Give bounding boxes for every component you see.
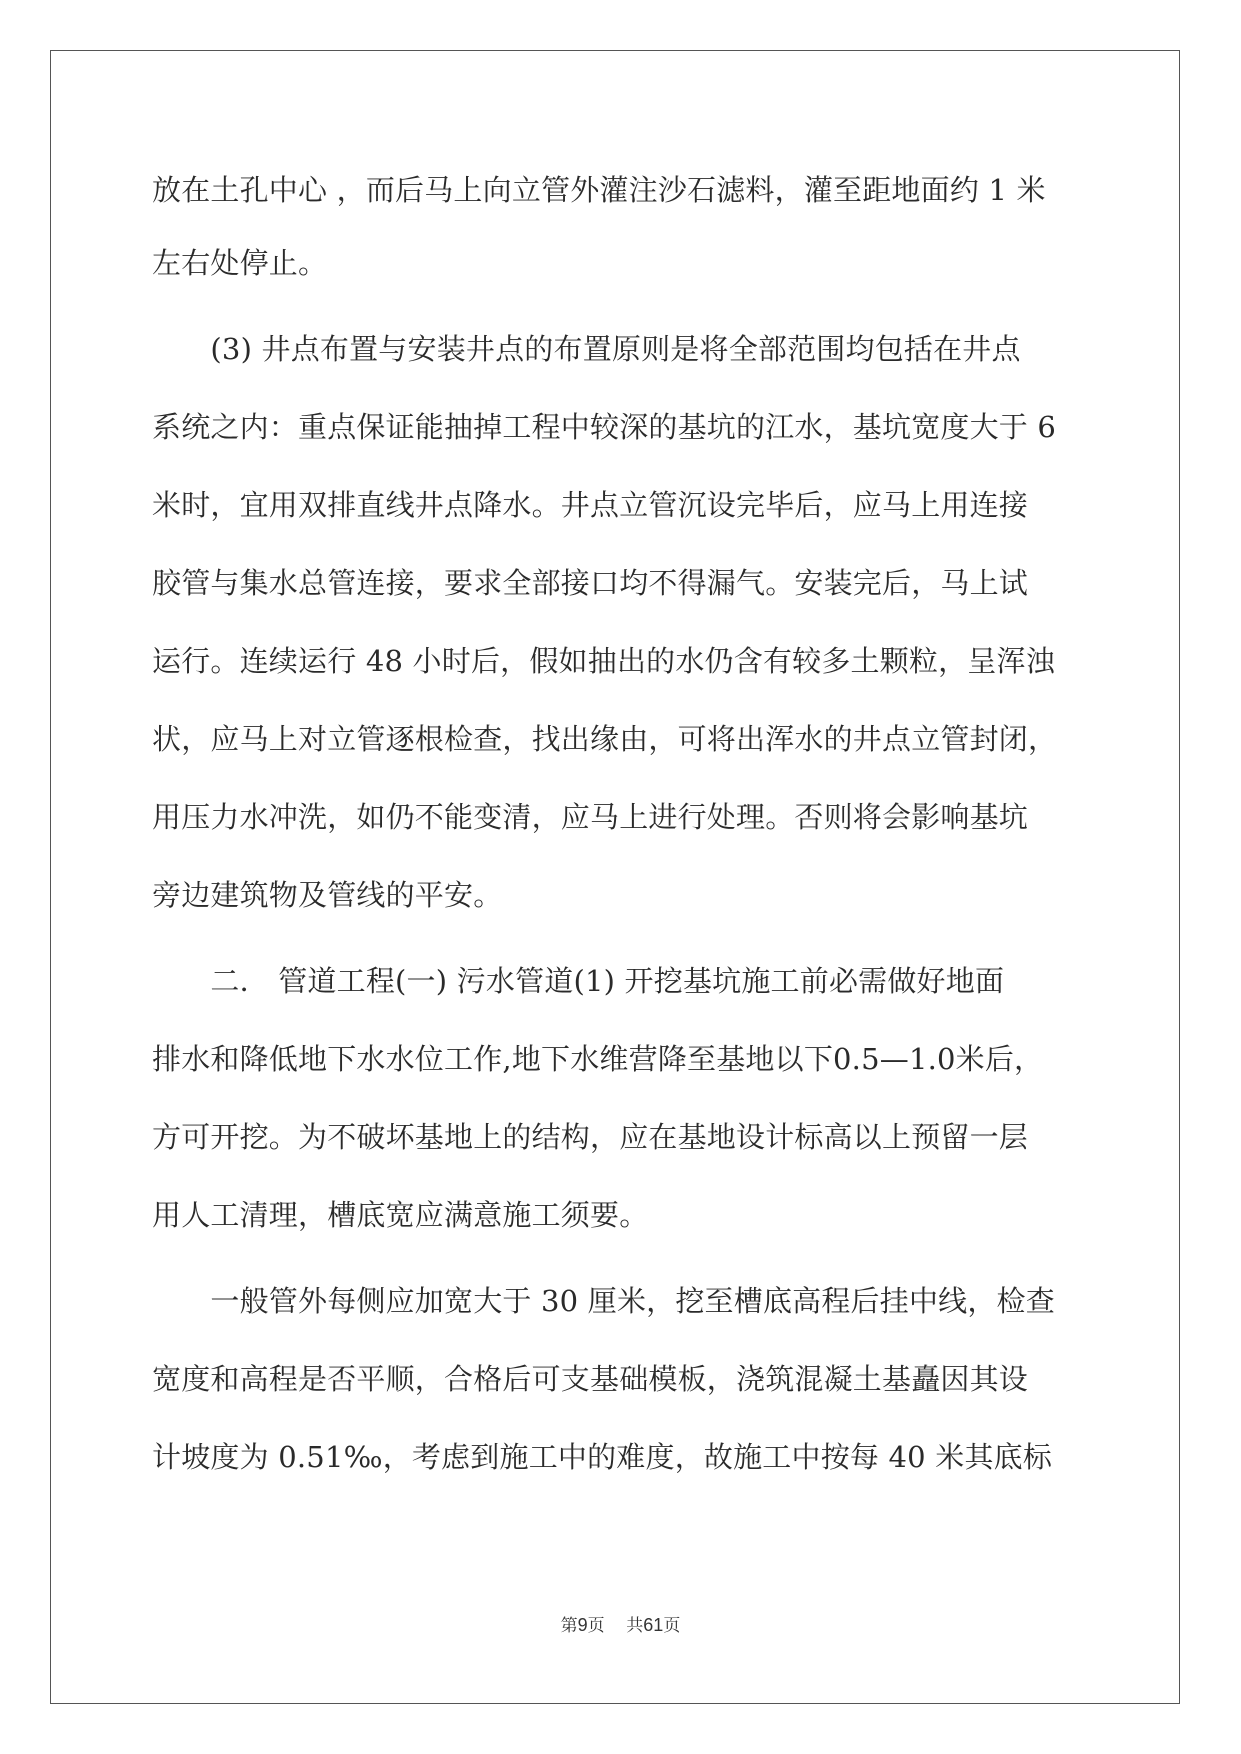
total-suffix: 页 bbox=[663, 1616, 681, 1636]
text-line: 状，应马上对立管逐根检查，找出缘由，可将出浑水的井点立管封闭， bbox=[152, 722, 1058, 756]
text-line: 放在土孔中心 ，而后马上向立管外灌注沙石滤料，灌至距地面约 1 米 bbox=[152, 173, 1046, 207]
text-line: 运行。连续运行 48 小时后，假如抽出的水仍含有较多土颗粒，呈浑浊 bbox=[152, 644, 1055, 678]
page-suffix: 页 bbox=[587, 1616, 605, 1636]
text-line: 计坡度为 0.51‰，考虑到施工中的难度，故施工中按每 40 米其底标 bbox=[152, 1440, 1053, 1474]
text-line: 方可开挖。为不破坏基地上的结构，应在基地设计标高以上预留一层 bbox=[152, 1120, 1029, 1154]
text-line: 二． 管道工程(一) 污水管道(1) 开挖基坑施工前必需做好地面 bbox=[152, 964, 1005, 998]
total-prefix: 共 bbox=[626, 1616, 644, 1636]
page-number: 9 bbox=[577, 1615, 588, 1635]
text-line: 用压力水冲洗，如仍不能变清，应马上进行处理。否则将会影响基坑 bbox=[152, 800, 1029, 834]
text-line: 宽度和高程是否平顺，合格后可支基础模板，浇筑混凝土基矗因其设 bbox=[152, 1362, 1029, 1396]
total-pages: 61 bbox=[643, 1615, 664, 1635]
page-footer bbox=[0, 1614, 1241, 1637]
text-line: 米时，宜用双排直线井点降水。井点立管沉设完毕后，应马上用连接 bbox=[152, 488, 1029, 522]
text-line: 左右处停止。 bbox=[152, 246, 328, 280]
text-line: 排水和降低地下水水位工作,地下水维营降至基地以下0.5—1.0米后， bbox=[152, 1042, 1044, 1076]
text-line: 旁边建筑物及管线的平安。 bbox=[152, 878, 503, 912]
text-line: 一般管外每侧应加宽大于 30 厘米，挖至槽底高程后挂中线，检查 bbox=[152, 1284, 1055, 1318]
text-line: 系统之内：重点保证能抽掉工程中较深的基坑的江水，基坑宽度大于 6 bbox=[152, 410, 1057, 444]
text-line: 用人工清理，槽底宽应满意施工须要。 bbox=[152, 1198, 649, 1232]
text-line: 胶管与集水总管连接，要求全部接口均不得漏气。安装完后，马上试 bbox=[152, 566, 1029, 600]
text-line: (3) 井点布置与安装井点的布置原则是将全部范围均包括在井点 bbox=[152, 332, 1021, 366]
page-prefix: 第 bbox=[560, 1616, 578, 1636]
